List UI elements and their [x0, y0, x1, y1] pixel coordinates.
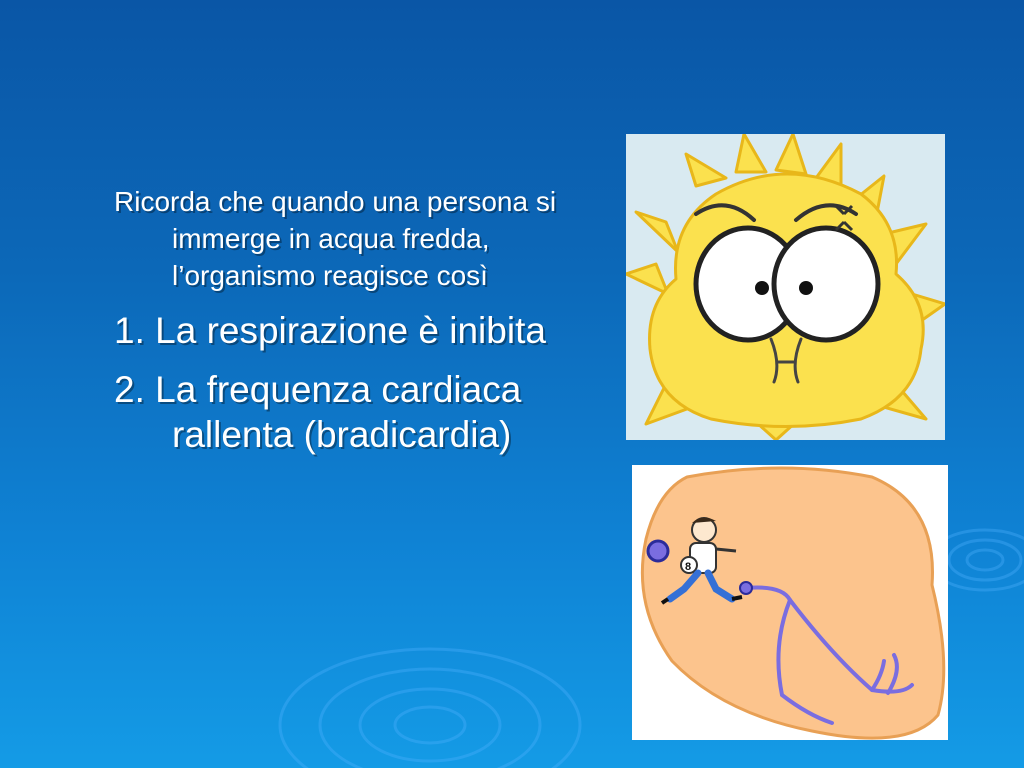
heart-conduction-illustration — [632, 465, 948, 740]
point-bradycardia: 2. La frequenza cardiaca rallenta (bradicardia) — [114, 369, 522, 455]
intro-paragraph: Ricorda che quando una persona si immerge in acqua fredda, l’organismo reagisce così — [114, 186, 557, 291]
point-respiration: 1. La respirazione è inibita — [114, 310, 546, 351]
ball-icon — [648, 541, 668, 561]
sinus-node-icon — [740, 582, 752, 594]
puffed-sun-face-illustration — [626, 134, 945, 440]
right-eye — [774, 228, 878, 340]
runner-badge-number: 8 — [685, 561, 692, 573]
slide-text — [114, 183, 584, 471]
